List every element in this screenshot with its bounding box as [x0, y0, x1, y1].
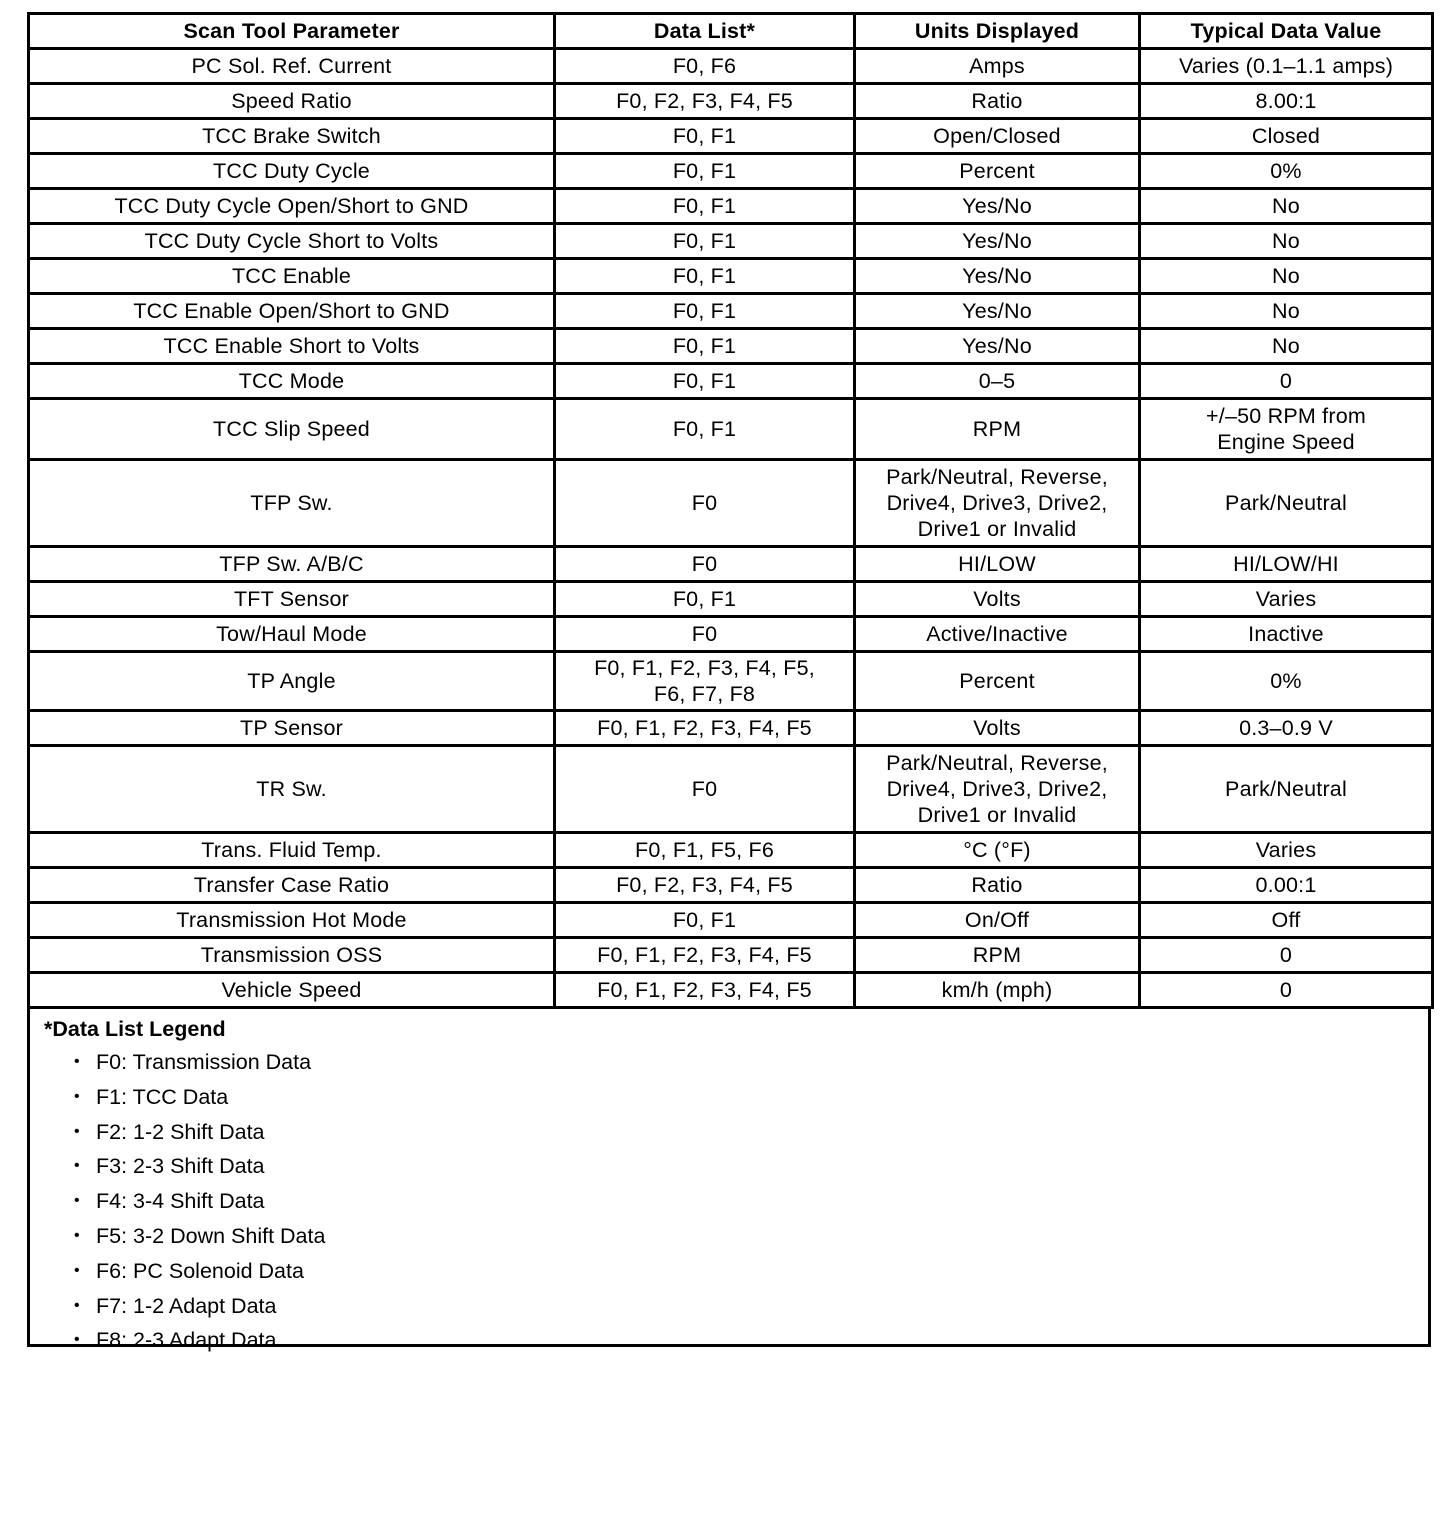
- cell-units: 0–5: [855, 364, 1140, 399]
- cell-data-list: F0, F1: [555, 399, 855, 460]
- table-row: [29, 224, 1433, 259]
- table-row: [29, 746, 1433, 833]
- scan-tool-data-sheet: [27, 12, 1431, 1353]
- cell-typical-value: 0.00:1: [1140, 868, 1433, 903]
- cell-data-list: F0, F2, F3, F4, F5: [555, 868, 855, 903]
- cell-units: RPM: [855, 938, 1140, 973]
- bullet-icon: •: [74, 1296, 80, 1314]
- cell-typical-value: Inactive: [1140, 617, 1433, 652]
- cell-typical-value: 0: [1140, 938, 1433, 973]
- cell-typical-value: No: [1140, 329, 1433, 364]
- legend-item: [74, 1219, 1428, 1254]
- cell-data-list: F0, F1: [555, 224, 855, 259]
- header-data-list: Data List*: [555, 14, 855, 49]
- cell-data-list: F0, F6: [555, 49, 855, 84]
- header-typical-data-value: Typical Data Value: [1140, 14, 1433, 49]
- cell-typical-value: 0: [1140, 364, 1433, 399]
- cell-units: Open/Closed: [855, 119, 1140, 154]
- cell-units: Percent: [855, 652, 1140, 711]
- data-list-legend: [27, 1009, 1431, 1353]
- cell-units-text: Park/Neutral, Reverse, Drive4, Drive3, Drive2, Drive1 or Invalid: [886, 465, 1108, 541]
- cell-data-list: F0, F1: [555, 259, 855, 294]
- cell-parameter: TCC Slip Speed: [29, 399, 555, 460]
- cell-parameter: TCC Enable: [29, 259, 555, 294]
- cell-data-list: F0, F1, F5, F6: [555, 833, 855, 868]
- bullet-icon: •: [74, 1261, 80, 1279]
- table-row: [29, 364, 1433, 399]
- cell-typical-value: No: [1140, 259, 1433, 294]
- cell-typical-value: No: [1140, 294, 1433, 329]
- table-row: [29, 973, 1433, 1008]
- cell-data-list: F0, F1: [555, 582, 855, 617]
- cell-units: Active/Inactive: [855, 617, 1140, 652]
- legend-item: [74, 1254, 1428, 1289]
- cell-parameter: TP Angle: [29, 652, 555, 711]
- legend-item: [74, 1149, 1428, 1184]
- table-row: [29, 49, 1433, 84]
- legend-item-text: F1: TCC Data: [96, 1084, 229, 1109]
- cell-units: Yes/No: [855, 259, 1140, 294]
- cell-typical-value: Varies: [1140, 833, 1433, 868]
- cell-data-list: F0, F1: [555, 294, 855, 329]
- legend-item-text: F8: 2-3 Adapt Data: [96, 1328, 277, 1353]
- cell-parameter: PC Sol. Ref. Current: [29, 49, 555, 84]
- cell-units: °C (°F): [855, 833, 1140, 868]
- cell-data-list: F0: [555, 617, 855, 652]
- cell-units: [855, 746, 1140, 833]
- legend-item-text: F4: 3-4 Shift Data: [96, 1189, 265, 1214]
- legend-title: *Data List Legend: [44, 1017, 226, 1041]
- cell-typical-value: Park/Neutral: [1140, 746, 1433, 833]
- cell-parameter: TCC Mode: [29, 364, 555, 399]
- cell-units: km/h (mph): [855, 973, 1140, 1008]
- cell-parameter: TP Sensor: [29, 711, 555, 746]
- cell-parameter: TR Sw.: [29, 746, 555, 833]
- cell-parameter: TFP Sw. A/B/C: [29, 547, 555, 582]
- cell-units: On/Off: [855, 903, 1140, 938]
- bullet-icon: •: [74, 1331, 80, 1349]
- cell-data-list: F0: [555, 746, 855, 833]
- cell-units: Percent: [855, 154, 1140, 189]
- bullet-icon: •: [74, 1087, 80, 1105]
- table-row: [29, 868, 1433, 903]
- cell-typical-value: [1140, 399, 1433, 460]
- cell-typical-value: 0.3–0.9 V: [1140, 711, 1433, 746]
- cell-units: Volts: [855, 711, 1140, 746]
- cell-data-list: F0, F1: [555, 364, 855, 399]
- table-row: [29, 711, 1433, 746]
- table-row: [29, 652, 1433, 711]
- cell-typical-value: No: [1140, 189, 1433, 224]
- cell-parameter: TCC Brake Switch: [29, 119, 555, 154]
- legend-item: [74, 1323, 1428, 1358]
- cell-typical-value: Closed: [1140, 119, 1433, 154]
- table-row: [29, 84, 1433, 119]
- cell-parameter: Transfer Case Ratio: [29, 868, 555, 903]
- cell-typical-value: Varies: [1140, 582, 1433, 617]
- cell-units: Yes/No: [855, 189, 1140, 224]
- cell-data-list: F0, F1, F2, F3, F4, F5: [555, 711, 855, 746]
- header-scan-tool-parameter: Scan Tool Parameter: [29, 14, 555, 49]
- cell-units: Ratio: [855, 868, 1140, 903]
- bullet-icon: •: [74, 1053, 80, 1070]
- cell-typical-value: HI/LOW/HI: [1140, 547, 1433, 582]
- cell-units: RPM: [855, 399, 1140, 460]
- legend-item: [74, 1115, 1428, 1150]
- table-row: [29, 119, 1433, 154]
- cell-data-list: F0, F1, F2, F3, F4, F5: [555, 938, 855, 973]
- cell-parameter: Tow/Haul Mode: [29, 617, 555, 652]
- header-units-displayed: Units Displayed: [855, 14, 1140, 49]
- cell-data-list: F0, F1: [555, 903, 855, 938]
- legend-item-text: F2: 1-2 Shift Data: [96, 1119, 265, 1144]
- table-row: [29, 617, 1433, 652]
- legend-item: [74, 1045, 1428, 1080]
- cell-units: Amps: [855, 49, 1140, 84]
- table-header: [29, 14, 1433, 49]
- cell-data-list: F0, F1: [555, 119, 855, 154]
- scan-tool-parameter-table: [27, 12, 1434, 1009]
- cell-data-list: F0: [555, 547, 855, 582]
- header-row: [29, 14, 1433, 49]
- cell-data-list: F0, F2, F3, F4, F5: [555, 84, 855, 119]
- bullet-icon: •: [74, 1122, 80, 1140]
- cell-units: HI/LOW: [855, 547, 1140, 582]
- table-row: [29, 189, 1433, 224]
- cell-units-text: Park/Neutral, Reverse, Drive4, Drive3, Drive2, Drive1 or Invalid: [886, 751, 1108, 827]
- legend-item: [74, 1289, 1428, 1324]
- table-row: [29, 329, 1433, 364]
- cell-units: Yes/No: [855, 224, 1140, 259]
- cell-typical-value: Varies (0.1–1.1 amps): [1140, 49, 1433, 84]
- bullet-icon: •: [74, 1226, 80, 1244]
- cell-parameter: TCC Duty Cycle Short to Volts: [29, 224, 555, 259]
- cell-data-list-text: F0, F1, F2, F3, F4, F5, F6, F7, F8: [594, 656, 815, 706]
- table-row: [29, 938, 1433, 973]
- cell-data-list: [555, 652, 855, 711]
- cell-typical-value: 0: [1140, 973, 1433, 1008]
- cell-parameter: Vehicle Speed: [29, 973, 555, 1008]
- cell-parameter: TCC Enable Open/Short to GND: [29, 294, 555, 329]
- cell-data-list: F0: [555, 460, 855, 547]
- legend-list: [74, 1045, 1428, 1358]
- legend-item-text: F6: PC Solenoid Data: [96, 1258, 304, 1283]
- legend-item-text: F3: 2-3 Shift Data: [96, 1154, 265, 1179]
- legend-item: [74, 1184, 1428, 1219]
- cell-typical-value: No: [1140, 224, 1433, 259]
- cell-data-list: F0, F1: [555, 154, 855, 189]
- cell-data-list: F0, F1: [555, 189, 855, 224]
- cell-parameter: TCC Enable Short to Volts: [29, 329, 555, 364]
- table-row: [29, 294, 1433, 329]
- cell-typical-value: 0%: [1140, 652, 1433, 711]
- cell-parameter: Speed Ratio: [29, 84, 555, 119]
- table-row: [29, 259, 1433, 294]
- cell-parameter: TFT Sensor: [29, 582, 555, 617]
- cell-typical-value: Park/Neutral: [1140, 460, 1433, 547]
- cell-typical-value: 0%: [1140, 154, 1433, 189]
- cell-typical-value: 8.00:1: [1140, 84, 1433, 119]
- bullet-icon: •: [74, 1192, 80, 1210]
- bullet-icon: •: [74, 1157, 80, 1175]
- cell-typical-value-text: +/–50 RPM from Engine Speed: [1206, 404, 1366, 454]
- cell-typical-value: Off: [1140, 903, 1433, 938]
- table-row: [29, 903, 1433, 938]
- cell-units: Volts: [855, 582, 1140, 617]
- cell-parameter: Trans. Fluid Temp.: [29, 833, 555, 868]
- legend-item-text: F7: 1-2 Adapt Data: [96, 1293, 277, 1318]
- table-row: [29, 833, 1433, 868]
- legend-item-text: F0: Transmission Data: [96, 1050, 312, 1074]
- cell-units: Ratio: [855, 84, 1140, 119]
- table-row: [29, 154, 1433, 189]
- table-row: [29, 582, 1433, 617]
- table-body: [29, 49, 1433, 1008]
- legend-item-text: F5: 3-2 Down Shift Data: [96, 1223, 326, 1248]
- cell-data-list: F0, F1: [555, 329, 855, 364]
- cell-units: Yes/No: [855, 294, 1140, 329]
- cell-units: Yes/No: [855, 329, 1140, 364]
- cell-parameter: TCC Duty Cycle: [29, 154, 555, 189]
- legend-item: [74, 1080, 1428, 1115]
- cell-parameter: Transmission OSS: [29, 938, 555, 973]
- table-row: [29, 399, 1433, 460]
- cell-parameter: TCC Duty Cycle Open/Short to GND: [29, 189, 555, 224]
- cell-data-list: F0, F1, F2, F3, F4, F5: [555, 973, 855, 1008]
- table-row: [29, 547, 1433, 582]
- table-row: [29, 460, 1433, 547]
- cell-units: [855, 460, 1140, 547]
- cell-parameter: Transmission Hot Mode: [29, 903, 555, 938]
- cell-parameter: TFP Sw.: [29, 460, 555, 547]
